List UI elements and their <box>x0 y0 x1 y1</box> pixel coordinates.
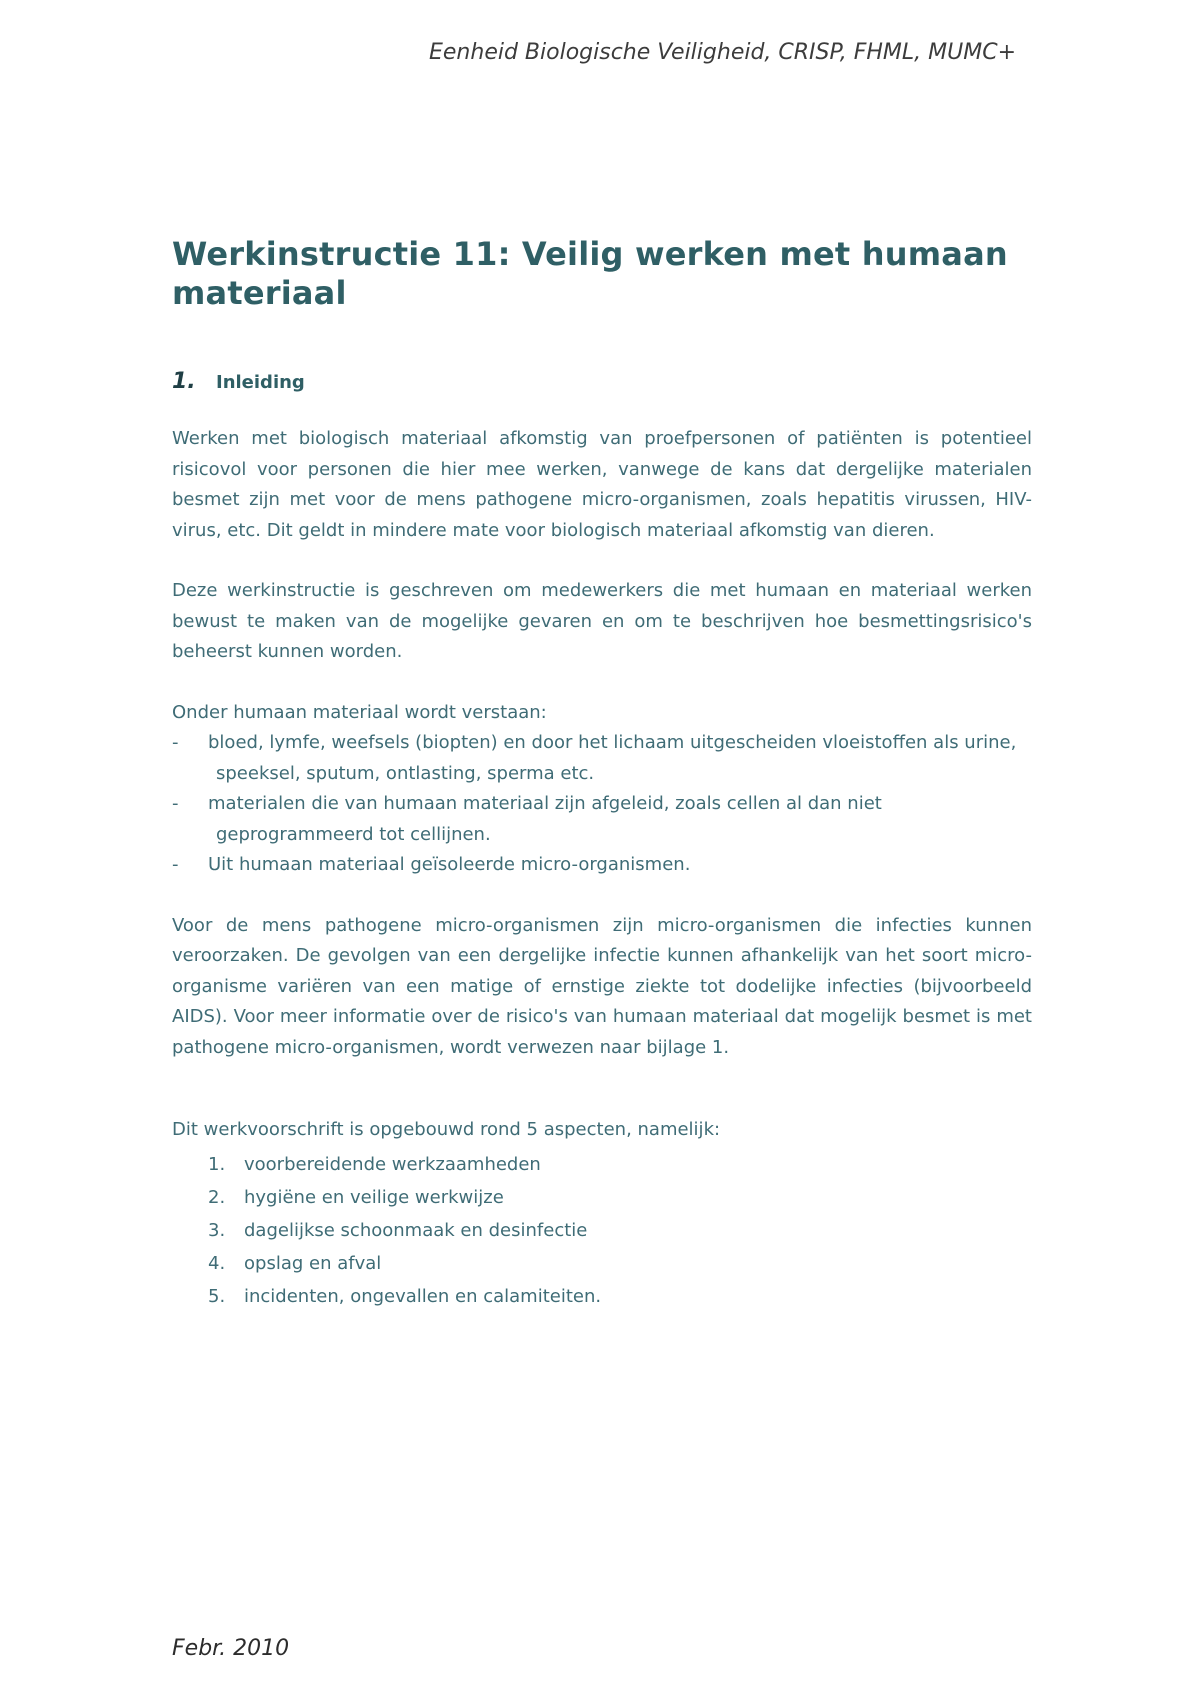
list-item-line: Uit humaan materiaal geïsoleerde micro-organismen. <box>208 854 691 875</box>
section-heading <box>172 369 1032 394</box>
document-body <box>172 235 1032 1313</box>
list-number: 5. <box>208 1285 226 1307</box>
section-number: 1. <box>172 369 196 394</box>
definition-list <box>172 728 1032 881</box>
paragraph-purpose: Deze werkinstructie is geschreven om medewerkers die met humaan en materiaal werken bewust te maken van de mogelijke gevaren en om te beschrijven hoe besmettingsrisico's beheerst kunnen worden. <box>172 580 1032 662</box>
list-item <box>172 789 1032 850</box>
list-dash: - <box>172 854 179 875</box>
list-item-line: speeksel, sputum, ontlasting, sperma etc. <box>216 762 595 784</box>
list-item <box>172 728 1032 789</box>
list-item-line: geprogrammeerd tot cellijnen. <box>216 823 491 845</box>
list-number: 3. <box>208 1219 226 1241</box>
list-item <box>172 1247 1032 1280</box>
list-item-text: dagelijkse schoonmaak en desinfectie <box>244 1219 588 1241</box>
list-item <box>172 1148 1032 1181</box>
section-label: Inleiding <box>216 372 305 393</box>
list-item <box>172 1181 1032 1214</box>
list-item-line: bloed, lymfe, weefsels (biopten) en door het lichaam uitgescheiden vloeistoffen als urine, <box>208 732 1017 753</box>
list-dash: - <box>172 793 179 814</box>
document-title: Werkinstructie 11: Veilig werken met humaan materiaal <box>172 235 1008 312</box>
list-item <box>172 1280 1032 1313</box>
list-item <box>172 1214 1032 1247</box>
paragraph-aspects-intro: Dit werkvoorschrift is opgebouwd rond 5 aspecten, namelijk: <box>172 1119 721 1140</box>
list-item-line: materialen die van humaan materiaal zijn afgeleid, zoals cellen al dan niet <box>208 793 882 814</box>
list-item-text: voorbereidende werkzaamheden <box>244 1153 541 1175</box>
list-dash: - <box>172 732 179 753</box>
paragraph-intro: Werken met biologisch materiaal afkomstig van proefpersonen of patiënten is potentieel risicovol voor personen die hier mee werken, vanwege de kans dat dergelijke materialen besmet zijn met voor de mens pathogene micro-organismen, zoals hepatitis virussen, HIV-virus, etc. Dit geldt in mindere mate voor biologisch materiaal afkomstig van dieren. <box>172 428 1032 541</box>
page-header: Eenheid Biologische Veiligheid, CRISP, FHML, MUMC+ <box>429 40 1017 65</box>
list-number: 4. <box>208 1252 226 1274</box>
list-item <box>172 850 1032 881</box>
paragraph-pathogens: Voor de mens pathogene micro-organismen zijn micro-organismen die infecties kunnen veroorzaken. De gevolgen van een dergelijke infectie kunnen afhankelijk van het soort micro-organisme variëren van een matige of ernstige ziekte tot dodelijke infecties (bijvoorbeeld AIDS). Voor meer informatie over de risico's van humaan materiaal dat mogelijk besmet is met pathogene micro-organismen, wordt verwezen naar bijlage 1. <box>172 914 1032 1058</box>
list-item-text: opslag en afval <box>244 1252 382 1274</box>
list-item-text: incidenten, ongevallen en calamiteiten. <box>244 1285 602 1307</box>
paragraph-definition-intro: Onder humaan materiaal wordt verstaan: <box>172 701 547 723</box>
aspects-list <box>172 1148 1032 1313</box>
list-number: 2. <box>208 1186 226 1208</box>
list-item-text: hygiëne en veilige werkwijze <box>244 1186 504 1208</box>
page-footer: Febr. 2010 <box>172 1636 290 1661</box>
list-number: 1. <box>208 1153 226 1175</box>
